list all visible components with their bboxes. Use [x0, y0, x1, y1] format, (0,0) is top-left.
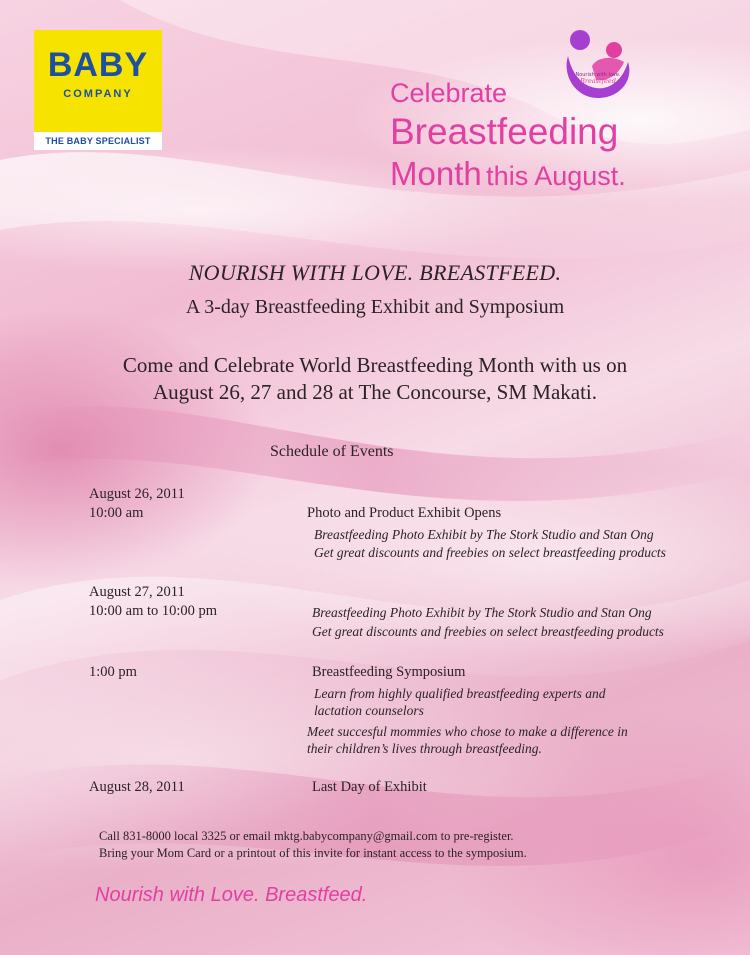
headline-month: Month: [390, 155, 482, 192]
baby-company-logo: [34, 30, 162, 150]
day2-time2: 1:00 pm: [89, 664, 137, 680]
intro-title: NOURISH WITH LOVE. BREASTFEED.: [188, 260, 562, 285]
day2-detail2: Get great discounts and freebies on select breastfeeding products: [312, 624, 664, 639]
logo-tagline: THE BABY SPECIALIST: [45, 136, 151, 146]
headline: [390, 78, 626, 193]
headline-line1: Celebrate: [390, 78, 508, 108]
logo-brand-top: BABY: [47, 46, 149, 84]
headline-line2: Breastfeeding: [390, 111, 619, 152]
invite-line2: August 26, 27 and 28 at The Concourse, SM Makati.: [152, 380, 598, 404]
day2-time: 10:00 am to 10:00 pm: [89, 603, 218, 619]
badge-line1: Nourish with love.: [575, 72, 621, 78]
footer-line1: Call 831-8000 local 3325 or email mktg.babycompany@gmail.com to pre-register.: [99, 829, 514, 843]
intro-invite: [0, 352, 750, 406]
day3-event: Last Day of Exhibit: [312, 779, 427, 795]
registration-info: [99, 828, 527, 862]
slogan: Nourish with Love. Breastfeed.: [95, 884, 368, 906]
logo-brand-bottom: COMPANY: [63, 88, 133, 100]
schedule-heading: Schedule of Events: [270, 443, 394, 460]
day3-date: August 28, 2011: [89, 779, 185, 795]
day2-detail1: Breastfeeding Photo Exhibit by The Stork Studio and Stan Ong: [312, 605, 652, 620]
day1-time: 10:00 am: [89, 505, 144, 521]
day1-detail2: Get great discounts and freebies on select breastfeeding products: [314, 545, 666, 560]
day1-detail1: Breastfeeding Photo Exhibit by The Stork Studio and Stan Ong: [314, 527, 654, 542]
footer-line2: Bring your Mom Card or a printout of this invite for instant access to the symposium.: [99, 846, 527, 860]
day2-detail3a: Learn from highly qualified breastfeeding experts and: [314, 686, 606, 701]
day1-date: August 26, 2011: [89, 486, 185, 502]
day2-date: August 27, 2011: [89, 584, 185, 600]
badge-line2: Breastfeed: [580, 77, 616, 85]
intro-subtitle: A 3-day Breastfeeding Exhibit and Symposium: [185, 296, 565, 318]
headline-line3: [390, 155, 626, 193]
day2-detail4b: their children’s lives through breastfeeding.: [307, 741, 542, 756]
day2-detail3b: lactation counselors: [314, 703, 424, 718]
invite-line1: Come and Celebrate World Breastfeeding Month with us on: [122, 353, 628, 377]
day1-event: Photo and Product Exhibit Opens: [307, 505, 502, 521]
headline-august: this August.: [486, 161, 626, 191]
day2-event2: Breastfeeding Symposium: [312, 664, 466, 680]
day2-detail4a: Meet succesful mommies who chose to make a difference in: [307, 724, 628, 739]
